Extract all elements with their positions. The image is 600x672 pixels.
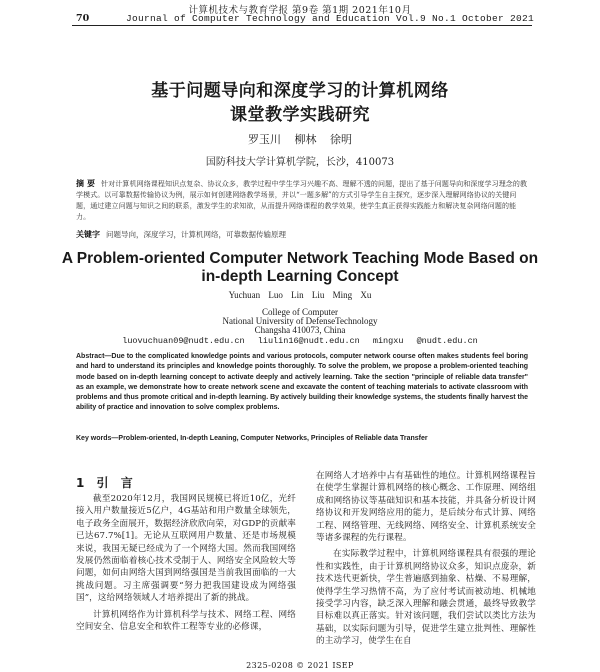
paragraph: 在实际教学过程中，计算机网络课程具有很强的理论性和实践性，由于计算机网络协议众多，知识点庞杂，新技术迭代更新快，学生普遍感到抽象、枯燥、不易理解，使得学生学习热情不高，为了应付考试而被动地、机械地接受学习内容，缺乏深入理解和融会贯通，最终导致教学目标难以真正落实。针对该问题，我们尝试以类比方法为基础，以实际问题为引导，促进学生建立批判性、理解性的主动学习，使学生在自 [316, 549, 536, 647]
affiliation-cn: 国防科技大学计算机学院，长沙，410073 [205, 157, 395, 168]
abstract-en: Abstract—Due to the complicated knowledge points and various protocols, computer network course often makes students feel boring and hard to understand its principles and knowledge points thoroughly. To solve the problem, we propose a problem-oriented teaching mode based on in-depth learning concept to activate deeply and actively learning. Take the section "principle of reliable data transfer" as an example, we demonstrate how to create network scene and excavate the content of teaching materials to activate classroom with problems and thus promote critical and in-depth learning. By actively building their knowledge systems, the students finally harvest the ability of practice and innovation to solve complex problems. [76, 353, 528, 412]
abstract-cn-text: 针对计算机网络课程知识点复杂、协议众多，教学过程中学生学习兴趣不高、理解不透的问题，提出了基于问题导向和深度学习理念的教学模式。以可靠数据传输协议为例，展示如何创建网络教学场景，并以“一题多解”的方式引导学生自主探究，逐步深入理解网络协议的关键问题，通过建立问题与知识之间的联系，激发学生的求知欲，从而提升网络课程的教学效果，使学生真正获得实践能力和解决复杂网络问题的能力。 [76, 180, 528, 221]
title-cn-line2: 课堂教学实践研究 [230, 105, 370, 125]
abstract-cn [76, 178, 528, 223]
paragraph: 计算机网络作为计算机科学与技术、网络工程、网络空间安全、信息安全和软件工程等专业的必修课， [76, 609, 296, 633]
title-cn-line1: 基于问题导向和深度学习的计算机网络 [151, 81, 449, 101]
affiliation-en-university: National University of DefenseTechnology [222, 316, 378, 326]
abstract-cn-label: 摘 要 [76, 178, 96, 188]
keywords-cn [76, 229, 528, 240]
journal-header-en: Journal of Computer Technology and Education Vol.9 No.1 October 2021 [126, 13, 535, 24]
authors-en: Yuchuan Luo Lin Liu Ming Xu [228, 290, 372, 300]
title-en-line1: A Problem-oriented Computer Network Teaching Mode Based on [61, 250, 539, 267]
page-number: 70 [76, 13, 90, 24]
body-column-left [76, 493, 296, 637]
journal-header-cn: 计算机技术与教育学报 第9卷 第1期 2021年10月 [188, 5, 412, 16]
title-en-line2: in-depth Learning Concept [201, 268, 399, 285]
header-rule [72, 25, 532, 26]
keywords-cn-label: 关键字 [76, 229, 100, 239]
section-heading-introduction: 1 引 言 [76, 476, 133, 490]
keywords-en: Key words—Problem-oriented, In-depth Leaning, Computer Networks, Principles of Reliable data Transfer [76, 435, 428, 442]
paragraph: 截至2020年12月，我国网民规模已将近10亿，光纤接入用户数量接近5亿户，4G基站和用户数量全球领先，电子政务全面展开，数据经济欣欣向荣，对GDP的贡献率已达67.7%[1]。无论从互联网用户数量、还是市场规模来说，我国无疑已经成为了一个网络大国。然而我国网络发展仍然面临着核心技术受制于人、网络安全风险较大等问题，如何由网络大国到网络强国是当前我国面临的一大挑战问题。习主席强调要“努力把我国建设成为网络强国”，这给网络领域人才培养提出了新的挑战。 [76, 494, 296, 604]
affiliation-en-city: Changsha 410073, China [254, 325, 346, 335]
author-emails: luovuchuan09@nudt.edu.cn liulin16@nudt.edu.cn mingxu @nudt.edu.cn [122, 336, 478, 346]
page-footer: 2325-0208 © 2021 ISEP [246, 661, 354, 670]
affiliation-en-college: College of Computer [262, 307, 338, 317]
body-column-right [316, 470, 536, 652]
keywords-cn-text: 问题导向，深度学习，计算机网络，可靠数据传输原理 [106, 230, 286, 239]
authors-cn: 罗玉川 柳林 徐明 [248, 133, 352, 146]
paragraph: 在网络人才培养中占有基础性的地位。计算机网络课程旨在使学生掌握计算机网络的核心概念、工作原理、网络组成和网络协议等基础知识和基本技能，并具备分析设计网络协议和开发网络应用的能力，是后续分布式计算、网络工程、网络管理、无线网络、网络安全、计算机系统安全等诸多课程的先行课程。 [316, 471, 536, 544]
